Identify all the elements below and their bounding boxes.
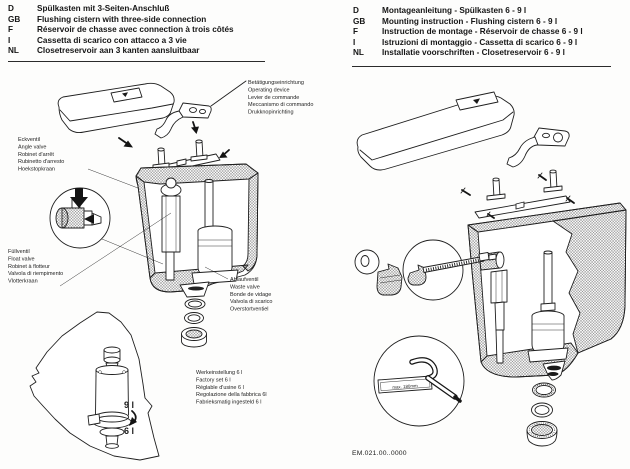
elbow-fitting-drawing — [377, 264, 402, 295]
lang-code: D — [8, 4, 14, 13]
waste-valve-label — [230, 277, 272, 313]
header-row — [8, 4, 308, 15]
angle-valve-label — [18, 137, 64, 173]
label-line: Angle valve — [18, 144, 47, 151]
outlet-seals-drawing — [180, 282, 209, 347]
cistern-cutaway-drawing — [136, 164, 258, 347]
factory-set-label — [196, 370, 267, 406]
label-line: Robinet d'arrêt — [18, 151, 54, 158]
label-line: Waste valve — [230, 284, 260, 291]
label-line: Valvola di riempimento — [8, 271, 64, 278]
doc-number: EM.021.00..0000 — [352, 450, 407, 457]
label-line: Levier de commande — [248, 94, 300, 101]
outlet-drawing — [543, 361, 565, 380]
lang-code: D — [353, 6, 359, 15]
header-text: Mounting instruction - Flushing cistern 6 - 9 l — [382, 16, 558, 26]
arrow-icon — [119, 138, 133, 148]
header-row — [353, 17, 623, 28]
header-text: Installatie voorschriften - Closetreservoir 6 - 9 l — [382, 48, 565, 57]
operating-device-drawing — [507, 128, 569, 167]
header-row — [8, 46, 308, 57]
lang-code: F — [8, 25, 14, 34]
screw-icon — [461, 188, 470, 195]
header-text: Spülkasten mit 3-Seiten-Anschluß — [37, 4, 170, 13]
label-line: Hoekstopkraan — [18, 166, 55, 173]
label-line: Fabrieksmatig ingesteld 6 l — [196, 399, 262, 406]
label-line: Factory set 6 l — [196, 377, 231, 384]
label-line: Betätigungseinrichtung — [248, 80, 304, 86]
header-row — [8, 15, 308, 26]
float-valve-label — [8, 249, 63, 285]
header-row — [8, 25, 308, 36]
header-row — [353, 38, 623, 49]
cistern-lid-drawing — [58, 83, 174, 132]
lang-code: I — [8, 35, 11, 45]
lang-code: I — [353, 37, 356, 47]
header-row — [353, 6, 623, 17]
label-line: Operating device — [248, 87, 290, 94]
volume-max-label: 9 l — [124, 400, 135, 410]
label-line: Füllventil — [8, 249, 30, 255]
angle-valve-detail-drawing — [50, 184, 110, 248]
left-header-divider — [8, 61, 265, 62]
lang-code: F — [353, 27, 359, 36]
label-line: Drukknopinrichting — [248, 109, 294, 116]
header-text: Réservoir de chasse avec connection à trois côtés — [37, 25, 234, 34]
lang-code: NL — [353, 48, 364, 57]
header-text: Istruzioni di montaggio - Cassetta di scarico 6 - 9 l — [382, 37, 578, 47]
screw-icon — [538, 173, 546, 180]
header-text: Closetreservoir aan 3 kanten aansluitbaar — [37, 46, 200, 55]
header-text: Montageanleitung - Spülkasten 6 - 9 l — [382, 6, 527, 15]
label-line: Ablaufventil — [230, 277, 259, 283]
max-length-label: max. 180mm — [392, 383, 418, 390]
header-row — [8, 36, 308, 47]
header-row — [353, 48, 623, 59]
label-line: Float valve — [8, 256, 35, 263]
flush-bend-detail-drawing — [374, 336, 464, 426]
header-text: Instruction de montage - Réservoir de chasse 6 - 9 l — [382, 27, 583, 36]
volume-min-label: 6 l — [124, 426, 135, 436]
seal-stack-drawing — [527, 383, 557, 446]
label-line: Réglable d'usine 6 l — [196, 384, 244, 391]
label-line: Eckventil — [18, 137, 41, 143]
operating-device-label — [248, 80, 313, 116]
left-header — [8, 4, 308, 57]
label-line: Meccanismo di commando — [248, 102, 314, 109]
operating-device-leader-line — [211, 81, 246, 106]
label-line: Regolazione della fabbrica 6l — [196, 392, 267, 399]
lang-code: GB — [8, 14, 21, 24]
washer-drawing — [355, 250, 379, 274]
header-text: Flushing cistern with three-side connection — [37, 14, 207, 24]
lang-code: GB — [353, 16, 366, 26]
arrow-icon — [191, 122, 199, 134]
header-text: Cassetta di scarico con attacco a 3 vie — [37, 35, 187, 45]
label-line: Bonde de vidage — [230, 291, 272, 298]
header-row — [353, 27, 623, 38]
cistern-cutaway-drawing — [468, 203, 626, 380]
label-line: Rubinetto d'arresto — [18, 159, 65, 166]
right-header — [353, 6, 623, 59]
torn-sheet-outline — [30, 312, 159, 460]
cistern-lid-drawing — [357, 92, 514, 170]
label-line: Robinet à flotteur — [8, 263, 50, 270]
left-diagram-svg — [0, 66, 315, 469]
arrow-icon — [219, 150, 229, 158]
lang-code: NL — [8, 46, 19, 55]
label-line: Valvola di scarico — [230, 299, 273, 306]
label-line: Overstortventiel — [230, 306, 269, 313]
mounting-bar-drawing — [461, 170, 574, 218]
label-line: Vlotterkraan — [8, 278, 38, 285]
right-diagram-svg — [315, 66, 630, 469]
label-line: Werkeinstellung 6 l — [196, 370, 243, 376]
